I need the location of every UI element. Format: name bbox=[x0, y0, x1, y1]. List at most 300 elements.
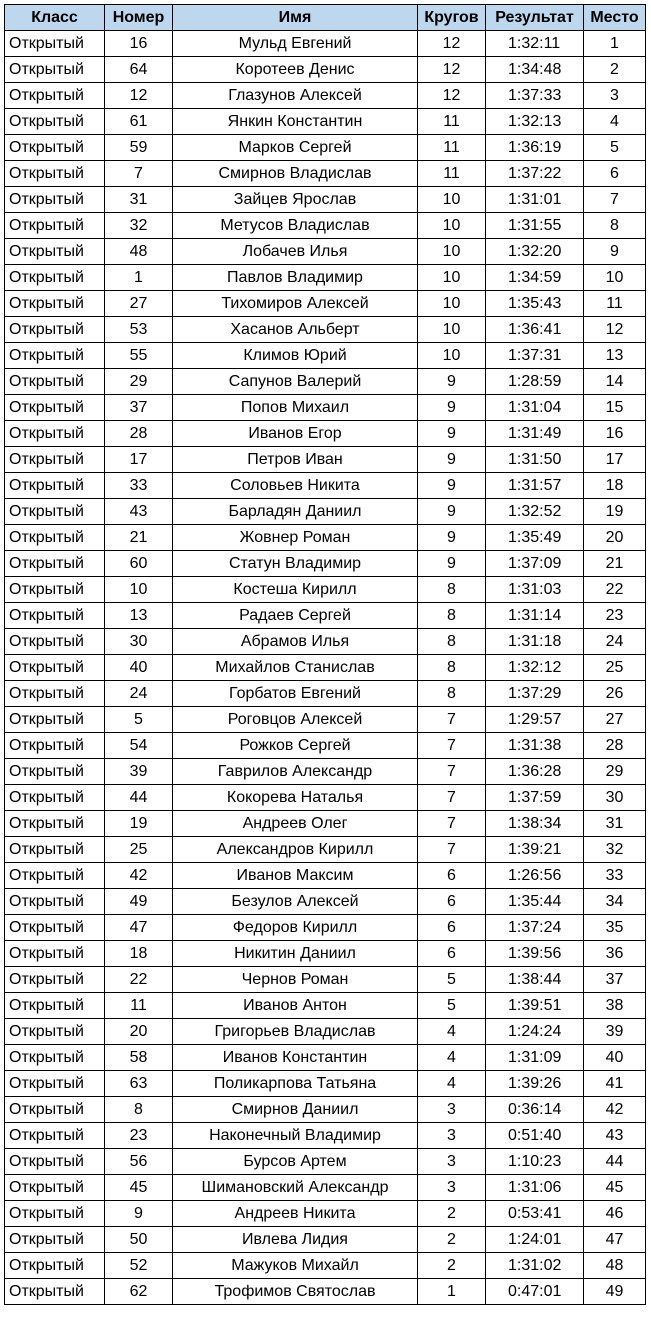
cell-name: Петров Иван bbox=[173, 447, 418, 473]
cell-number: 1 bbox=[105, 265, 173, 291]
cell-class: Открытый bbox=[5, 525, 105, 551]
table-row bbox=[5, 863, 646, 889]
cell-laps: 10 bbox=[418, 187, 486, 213]
cell-place: 39 bbox=[584, 1019, 646, 1045]
cell-result: 1:34:48 bbox=[486, 57, 584, 83]
cell-place: 14 bbox=[584, 369, 646, 395]
cell-class: Открытый bbox=[5, 369, 105, 395]
cell-place: 15 bbox=[584, 395, 646, 421]
cell-place: 37 bbox=[584, 967, 646, 993]
cell-class: Открытый bbox=[5, 447, 105, 473]
cell-result: 1:37:22 bbox=[486, 161, 584, 187]
cell-number: 58 bbox=[105, 1045, 173, 1071]
cell-laps: 3 bbox=[418, 1175, 486, 1201]
table-row bbox=[5, 1175, 646, 1201]
cell-class: Открытый bbox=[5, 187, 105, 213]
cell-result: 1:35:44 bbox=[486, 889, 584, 915]
table-row bbox=[5, 941, 646, 967]
column-header-place: Место bbox=[584, 5, 646, 31]
cell-laps: 9 bbox=[418, 499, 486, 525]
cell-class: Открытый bbox=[5, 759, 105, 785]
cell-result: 1:39:26 bbox=[486, 1071, 584, 1097]
table-row bbox=[5, 889, 646, 915]
cell-result: 1:38:34 bbox=[486, 811, 584, 837]
cell-number: 31 bbox=[105, 187, 173, 213]
cell-name: Горбатов Евгений bbox=[173, 681, 418, 707]
table-row bbox=[5, 343, 646, 369]
cell-number: 23 bbox=[105, 1123, 173, 1149]
cell-name: Ивлева Лидия bbox=[173, 1227, 418, 1253]
cell-result: 1:39:21 bbox=[486, 837, 584, 863]
cell-class: Открытый bbox=[5, 993, 105, 1019]
table-row bbox=[5, 109, 646, 135]
cell-class: Открытый bbox=[5, 109, 105, 135]
table-row bbox=[5, 811, 646, 837]
cell-place: 23 bbox=[584, 603, 646, 629]
cell-result: 1:31:04 bbox=[486, 395, 584, 421]
cell-class: Открытый bbox=[5, 733, 105, 759]
cell-name: Тихомиров Алексей bbox=[173, 291, 418, 317]
cell-number: 37 bbox=[105, 395, 173, 421]
table-row bbox=[5, 395, 646, 421]
cell-result: 0:47:01 bbox=[486, 1279, 584, 1305]
cell-name: Григорьев Владислав bbox=[173, 1019, 418, 1045]
cell-class: Открытый bbox=[5, 213, 105, 239]
cell-number: 61 bbox=[105, 109, 173, 135]
cell-number: 8 bbox=[105, 1097, 173, 1123]
cell-place: 1 bbox=[584, 31, 646, 57]
cell-number: 21 bbox=[105, 525, 173, 551]
cell-result: 1:31:50 bbox=[486, 447, 584, 473]
cell-number: 29 bbox=[105, 369, 173, 395]
cell-result: 1:36:19 bbox=[486, 135, 584, 161]
cell-class: Открытый bbox=[5, 707, 105, 733]
cell-number: 7 bbox=[105, 161, 173, 187]
cell-number: 45 bbox=[105, 1175, 173, 1201]
cell-name: Янкин Константин bbox=[173, 109, 418, 135]
cell-laps: 2 bbox=[418, 1201, 486, 1227]
cell-name: Климов Юрий bbox=[173, 343, 418, 369]
cell-number: 48 bbox=[105, 239, 173, 265]
cell-laps: 6 bbox=[418, 915, 486, 941]
cell-place: 24 bbox=[584, 629, 646, 655]
cell-name: Федоров Кирилл bbox=[173, 915, 418, 941]
cell-name: Кокорева Наталья bbox=[173, 785, 418, 811]
cell-name: Барладян Даниил bbox=[173, 499, 418, 525]
cell-result: 1:10:23 bbox=[486, 1149, 584, 1175]
cell-name: Рожков Сергей bbox=[173, 733, 418, 759]
cell-class: Открытый bbox=[5, 1019, 105, 1045]
cell-place: 42 bbox=[584, 1097, 646, 1123]
cell-result: 1:31:49 bbox=[486, 421, 584, 447]
cell-name: Андреев Никита bbox=[173, 1201, 418, 1227]
cell-class: Открытый bbox=[5, 317, 105, 343]
cell-place: 28 bbox=[584, 733, 646, 759]
cell-class: Открытый bbox=[5, 915, 105, 941]
cell-laps: 7 bbox=[418, 811, 486, 837]
cell-result: 1:37:29 bbox=[486, 681, 584, 707]
table-row bbox=[5, 551, 646, 577]
cell-class: Открытый bbox=[5, 577, 105, 603]
cell-name: Иванов Егор bbox=[173, 421, 418, 447]
column-header-name: Имя bbox=[173, 5, 418, 31]
cell-class: Открытый bbox=[5, 1279, 105, 1305]
cell-result: 1:32:12 bbox=[486, 655, 584, 681]
cell-laps: 11 bbox=[418, 109, 486, 135]
table-row bbox=[5, 369, 646, 395]
cell-class: Открытый bbox=[5, 811, 105, 837]
cell-class: Открытый bbox=[5, 681, 105, 707]
cell-class: Открытый bbox=[5, 603, 105, 629]
cell-number: 12 bbox=[105, 83, 173, 109]
cell-laps: 5 bbox=[418, 993, 486, 1019]
cell-result: 1:31:09 bbox=[486, 1045, 584, 1071]
cell-laps: 12 bbox=[418, 31, 486, 57]
cell-laps: 9 bbox=[418, 447, 486, 473]
cell-place: 12 bbox=[584, 317, 646, 343]
cell-laps: 9 bbox=[418, 551, 486, 577]
cell-number: 16 bbox=[105, 31, 173, 57]
cell-number: 19 bbox=[105, 811, 173, 837]
cell-place: 2 bbox=[584, 57, 646, 83]
cell-class: Открытый bbox=[5, 239, 105, 265]
cell-place: 13 bbox=[584, 343, 646, 369]
cell-number: 39 bbox=[105, 759, 173, 785]
cell-number: 18 bbox=[105, 941, 173, 967]
cell-class: Открытый bbox=[5, 1201, 105, 1227]
cell-number: 28 bbox=[105, 421, 173, 447]
cell-laps: 8 bbox=[418, 629, 486, 655]
table-row bbox=[5, 135, 646, 161]
column-header-number: Номер bbox=[105, 5, 173, 31]
cell-number: 24 bbox=[105, 681, 173, 707]
header-row bbox=[5, 5, 646, 31]
cell-name: Андреев Олег bbox=[173, 811, 418, 837]
table-row bbox=[5, 1045, 646, 1071]
cell-place: 20 bbox=[584, 525, 646, 551]
cell-name: Коротеев Денис bbox=[173, 57, 418, 83]
cell-name: Сапунов Валерий bbox=[173, 369, 418, 395]
cell-laps: 7 bbox=[418, 759, 486, 785]
cell-place: 18 bbox=[584, 473, 646, 499]
cell-result: 0:53:41 bbox=[486, 1201, 584, 1227]
cell-class: Открытый bbox=[5, 863, 105, 889]
cell-name: Смирнов Даниил bbox=[173, 1097, 418, 1123]
table-row bbox=[5, 161, 646, 187]
cell-laps: 6 bbox=[418, 863, 486, 889]
cell-name: Иванов Константин bbox=[173, 1045, 418, 1071]
cell-result: 1:31:06 bbox=[486, 1175, 584, 1201]
cell-name: Шимановский Александр bbox=[173, 1175, 418, 1201]
cell-class: Открытый bbox=[5, 343, 105, 369]
cell-place: 21 bbox=[584, 551, 646, 577]
cell-name: Метусов Владислав bbox=[173, 213, 418, 239]
cell-class: Открытый bbox=[5, 161, 105, 187]
column-header-class: Класс bbox=[5, 5, 105, 31]
cell-number: 25 bbox=[105, 837, 173, 863]
cell-laps: 4 bbox=[418, 1045, 486, 1071]
cell-result: 1:26:56 bbox=[486, 863, 584, 889]
cell-number: 56 bbox=[105, 1149, 173, 1175]
table-row bbox=[5, 239, 646, 265]
cell-laps: 9 bbox=[418, 421, 486, 447]
cell-class: Открытый bbox=[5, 1149, 105, 1175]
cell-laps: 10 bbox=[418, 239, 486, 265]
table-row bbox=[5, 1071, 646, 1097]
cell-laps: 9 bbox=[418, 369, 486, 395]
cell-result: 1:31:57 bbox=[486, 473, 584, 499]
cell-laps: 7 bbox=[418, 733, 486, 759]
cell-result: 1:34:59 bbox=[486, 265, 584, 291]
cell-place: 31 bbox=[584, 811, 646, 837]
cell-number: 20 bbox=[105, 1019, 173, 1045]
cell-name: Смирнов Владислав bbox=[173, 161, 418, 187]
cell-result: 1:37:59 bbox=[486, 785, 584, 811]
cell-result: 1:31:38 bbox=[486, 733, 584, 759]
cell-laps: 4 bbox=[418, 1019, 486, 1045]
cell-number: 9 bbox=[105, 1201, 173, 1227]
cell-place: 40 bbox=[584, 1045, 646, 1071]
cell-name: Хасанов Альберт bbox=[173, 317, 418, 343]
cell-place: 4 bbox=[584, 109, 646, 135]
table-row bbox=[5, 1123, 646, 1149]
table-row bbox=[5, 473, 646, 499]
cell-laps: 7 bbox=[418, 785, 486, 811]
cell-place: 26 bbox=[584, 681, 646, 707]
cell-place: 10 bbox=[584, 265, 646, 291]
results-body bbox=[5, 31, 646, 1305]
cell-result: 1:24:24 bbox=[486, 1019, 584, 1045]
cell-class: Открытый bbox=[5, 967, 105, 993]
cell-number: 40 bbox=[105, 655, 173, 681]
cell-place: 3 bbox=[584, 83, 646, 109]
cell-result: 1:32:13 bbox=[486, 109, 584, 135]
table-row bbox=[5, 1149, 646, 1175]
cell-class: Открытый bbox=[5, 837, 105, 863]
cell-number: 17 bbox=[105, 447, 173, 473]
cell-class: Открытый bbox=[5, 31, 105, 57]
cell-result: 1:32:11 bbox=[486, 31, 584, 57]
cell-place: 11 bbox=[584, 291, 646, 317]
cell-result: 1:35:49 bbox=[486, 525, 584, 551]
cell-result: 1:31:01 bbox=[486, 187, 584, 213]
cell-name: Роговцов Алексей bbox=[173, 707, 418, 733]
cell-laps: 7 bbox=[418, 707, 486, 733]
table-row bbox=[5, 967, 646, 993]
cell-result: 1:37:24 bbox=[486, 915, 584, 941]
cell-laps: 3 bbox=[418, 1149, 486, 1175]
table-row bbox=[5, 187, 646, 213]
cell-result: 1:28:59 bbox=[486, 369, 584, 395]
cell-laps: 3 bbox=[418, 1123, 486, 1149]
cell-laps: 7 bbox=[418, 837, 486, 863]
table-row bbox=[5, 265, 646, 291]
cell-number: 59 bbox=[105, 135, 173, 161]
cell-class: Открытый bbox=[5, 1175, 105, 1201]
cell-name: Бурсов Артем bbox=[173, 1149, 418, 1175]
cell-laps: 10 bbox=[418, 291, 486, 317]
cell-place: 43 bbox=[584, 1123, 646, 1149]
cell-name: Гаврилов Александр bbox=[173, 759, 418, 785]
cell-number: 49 bbox=[105, 889, 173, 915]
cell-class: Открытый bbox=[5, 265, 105, 291]
cell-number: 33 bbox=[105, 473, 173, 499]
cell-place: 38 bbox=[584, 993, 646, 1019]
cell-class: Открытый bbox=[5, 421, 105, 447]
cell-laps: 8 bbox=[418, 577, 486, 603]
cell-result: 1:37:31 bbox=[486, 343, 584, 369]
cell-number: 52 bbox=[105, 1253, 173, 1279]
cell-laps: 1 bbox=[418, 1279, 486, 1305]
cell-class: Открытый bbox=[5, 941, 105, 967]
cell-result: 1:24:01 bbox=[486, 1227, 584, 1253]
table-row bbox=[5, 83, 646, 109]
cell-place: 49 bbox=[584, 1279, 646, 1305]
cell-place: 9 bbox=[584, 239, 646, 265]
results-table bbox=[4, 4, 646, 1305]
cell-laps: 9 bbox=[418, 525, 486, 551]
cell-number: 50 bbox=[105, 1227, 173, 1253]
table-row bbox=[5, 629, 646, 655]
cell-result: 1:31:03 bbox=[486, 577, 584, 603]
cell-number: 44 bbox=[105, 785, 173, 811]
cell-class: Открытый bbox=[5, 1123, 105, 1149]
cell-laps: 8 bbox=[418, 681, 486, 707]
cell-class: Открытый bbox=[5, 291, 105, 317]
cell-place: 19 bbox=[584, 499, 646, 525]
cell-class: Открытый bbox=[5, 655, 105, 681]
cell-result: 1:39:56 bbox=[486, 941, 584, 967]
cell-result: 1:37:09 bbox=[486, 551, 584, 577]
cell-class: Открытый bbox=[5, 83, 105, 109]
cell-place: 27 bbox=[584, 707, 646, 733]
cell-number: 53 bbox=[105, 317, 173, 343]
cell-name: Костеша Кирилл bbox=[173, 577, 418, 603]
cell-place: 16 bbox=[584, 421, 646, 447]
table-row bbox=[5, 525, 646, 551]
cell-place: 29 bbox=[584, 759, 646, 785]
cell-class: Открытый bbox=[5, 889, 105, 915]
cell-class: Открытый bbox=[5, 473, 105, 499]
cell-number: 64 bbox=[105, 57, 173, 83]
cell-class: Открытый bbox=[5, 1045, 105, 1071]
cell-class: Открытый bbox=[5, 1071, 105, 1097]
cell-result: 1:31:02 bbox=[486, 1253, 584, 1279]
cell-result: 1:39:51 bbox=[486, 993, 584, 1019]
cell-class: Открытый bbox=[5, 499, 105, 525]
cell-class: Открытый bbox=[5, 57, 105, 83]
table-row bbox=[5, 707, 646, 733]
cell-name: Радаев Сергей bbox=[173, 603, 418, 629]
cell-class: Открытый bbox=[5, 629, 105, 655]
cell-name: Александров Кирилл bbox=[173, 837, 418, 863]
table-row bbox=[5, 1201, 646, 1227]
table-row bbox=[5, 759, 646, 785]
cell-result: 1:31:55 bbox=[486, 213, 584, 239]
cell-number: 32 bbox=[105, 213, 173, 239]
table-row bbox=[5, 603, 646, 629]
cell-number: 22 bbox=[105, 967, 173, 993]
cell-laps: 11 bbox=[418, 135, 486, 161]
cell-laps: 5 bbox=[418, 967, 486, 993]
cell-laps: 9 bbox=[418, 473, 486, 499]
cell-name: Трофимов Святослав bbox=[173, 1279, 418, 1305]
cell-result: 1:32:52 bbox=[486, 499, 584, 525]
cell-number: 5 bbox=[105, 707, 173, 733]
cell-name: Соловьев Никита bbox=[173, 473, 418, 499]
cell-place: 48 bbox=[584, 1253, 646, 1279]
cell-place: 17 bbox=[584, 447, 646, 473]
cell-laps: 3 bbox=[418, 1097, 486, 1123]
table-row bbox=[5, 213, 646, 239]
cell-name: Мажуков Михайл bbox=[173, 1253, 418, 1279]
cell-name: Чернов Роман bbox=[173, 967, 418, 993]
cell-place: 46 bbox=[584, 1201, 646, 1227]
cell-name: Павлов Владимир bbox=[173, 265, 418, 291]
cell-place: 22 bbox=[584, 577, 646, 603]
column-header-result: Результат bbox=[486, 5, 584, 31]
cell-number: 54 bbox=[105, 733, 173, 759]
cell-result: 1:29:57 bbox=[486, 707, 584, 733]
cell-laps: 9 bbox=[418, 395, 486, 421]
cell-result: 1:31:18 bbox=[486, 629, 584, 655]
cell-place: 34 bbox=[584, 889, 646, 915]
table-row bbox=[5, 655, 646, 681]
cell-place: 45 bbox=[584, 1175, 646, 1201]
cell-name: Марков Сергей bbox=[173, 135, 418, 161]
cell-name: Никитин Даниил bbox=[173, 941, 418, 967]
cell-result: 1:31:14 bbox=[486, 603, 584, 629]
cell-number: 62 bbox=[105, 1279, 173, 1305]
cell-place: 33 bbox=[584, 863, 646, 889]
table-row bbox=[5, 1253, 646, 1279]
cell-result: 1:36:41 bbox=[486, 317, 584, 343]
cell-result: 1:36:28 bbox=[486, 759, 584, 785]
table-row bbox=[5, 57, 646, 83]
cell-name: Иванов Максим bbox=[173, 863, 418, 889]
cell-number: 42 bbox=[105, 863, 173, 889]
cell-place: 8 bbox=[584, 213, 646, 239]
table-row bbox=[5, 291, 646, 317]
cell-laps: 2 bbox=[418, 1227, 486, 1253]
table-row bbox=[5, 447, 646, 473]
cell-laps: 11 bbox=[418, 161, 486, 187]
cell-place: 41 bbox=[584, 1071, 646, 1097]
cell-number: 63 bbox=[105, 1071, 173, 1097]
cell-name: Зайцев Ярослав bbox=[173, 187, 418, 213]
table-row bbox=[5, 733, 646, 759]
cell-number: 11 bbox=[105, 993, 173, 1019]
table-row bbox=[5, 915, 646, 941]
table-row bbox=[5, 1097, 646, 1123]
cell-name: Мульд Евгений bbox=[173, 31, 418, 57]
cell-number: 27 bbox=[105, 291, 173, 317]
cell-name: Безулов Алексей bbox=[173, 889, 418, 915]
table-row bbox=[5, 421, 646, 447]
cell-name: Глазунов Алексей bbox=[173, 83, 418, 109]
table-row bbox=[5, 785, 646, 811]
cell-place: 47 bbox=[584, 1227, 646, 1253]
cell-laps: 12 bbox=[418, 83, 486, 109]
cell-name: Михайлов Станислав bbox=[173, 655, 418, 681]
table-row bbox=[5, 31, 646, 57]
cell-laps: 2 bbox=[418, 1253, 486, 1279]
cell-laps: 10 bbox=[418, 343, 486, 369]
table-row bbox=[5, 1019, 646, 1045]
cell-laps: 8 bbox=[418, 603, 486, 629]
cell-name: Лобачев Илья bbox=[173, 239, 418, 265]
table-row bbox=[5, 1279, 646, 1305]
